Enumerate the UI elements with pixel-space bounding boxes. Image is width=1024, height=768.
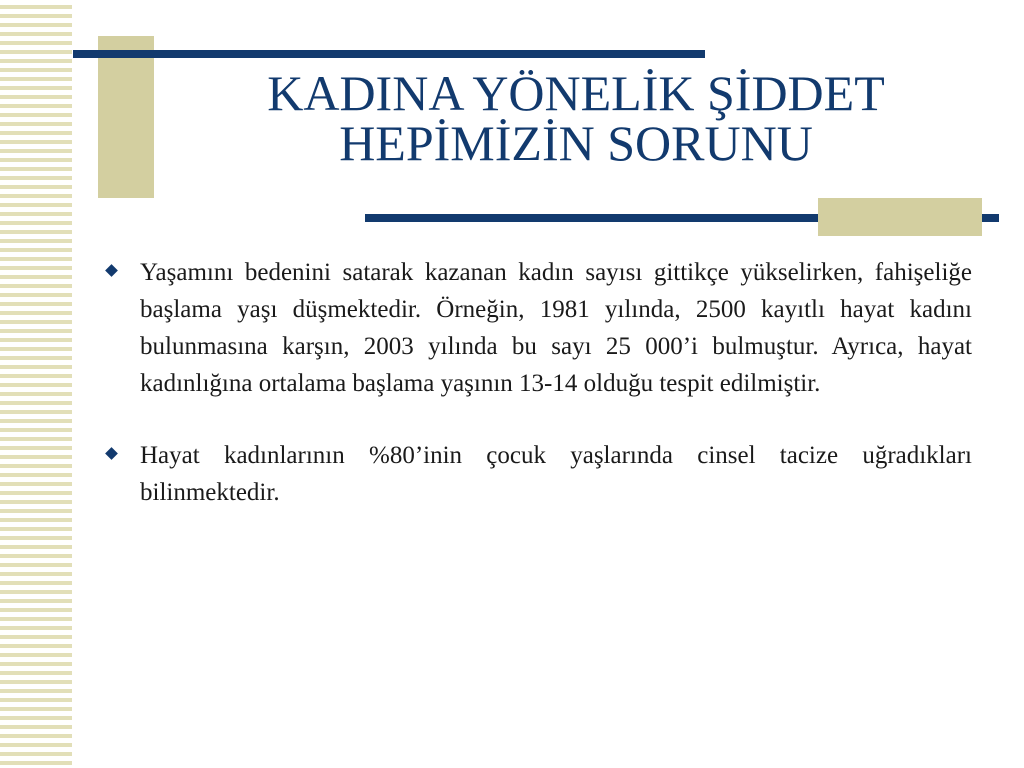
decorative-stripe-band	[0, 0, 72, 768]
bullet-text: Hayat kadınlarının %80’inin çocuk yaşlarında cinsel tacize uğradıkları bilinmektedir.	[140, 442, 972, 506]
slide-title	[176, 65, 976, 171]
title-top-rule	[73, 50, 705, 58]
bullet-list	[100, 254, 972, 511]
slide-title-line-2: HEPİMİZİN SORUNU	[339, 115, 813, 171]
slide-title-line-1: KADINA YÖNELİK ŞİDDET	[267, 65, 885, 121]
bullet-text: Yaşamını bedenini satarak kazanan kadın sayısı gittikçe yükselirken, fahişeliğe başlama yaşı düşmektedir. Örneğin, 1981 yılında, 2500 kayıtlı hayat kadını bulunmasına karşın, 2003 yılında bu sayı 25 000’i bulmuştur. Ayrıca, hayat kadınlığına ortalama başlama yaşının 13-14 olduğu tespit edilmiştir.	[140, 259, 972, 397]
diamond-bullet-icon	[105, 264, 118, 277]
bullet-item	[100, 254, 972, 402]
diamond-bullet-icon	[105, 447, 118, 460]
bullet-item	[100, 437, 972, 511]
decorative-accent-block-left	[98, 36, 154, 198]
decorative-accent-block-right	[818, 198, 982, 236]
